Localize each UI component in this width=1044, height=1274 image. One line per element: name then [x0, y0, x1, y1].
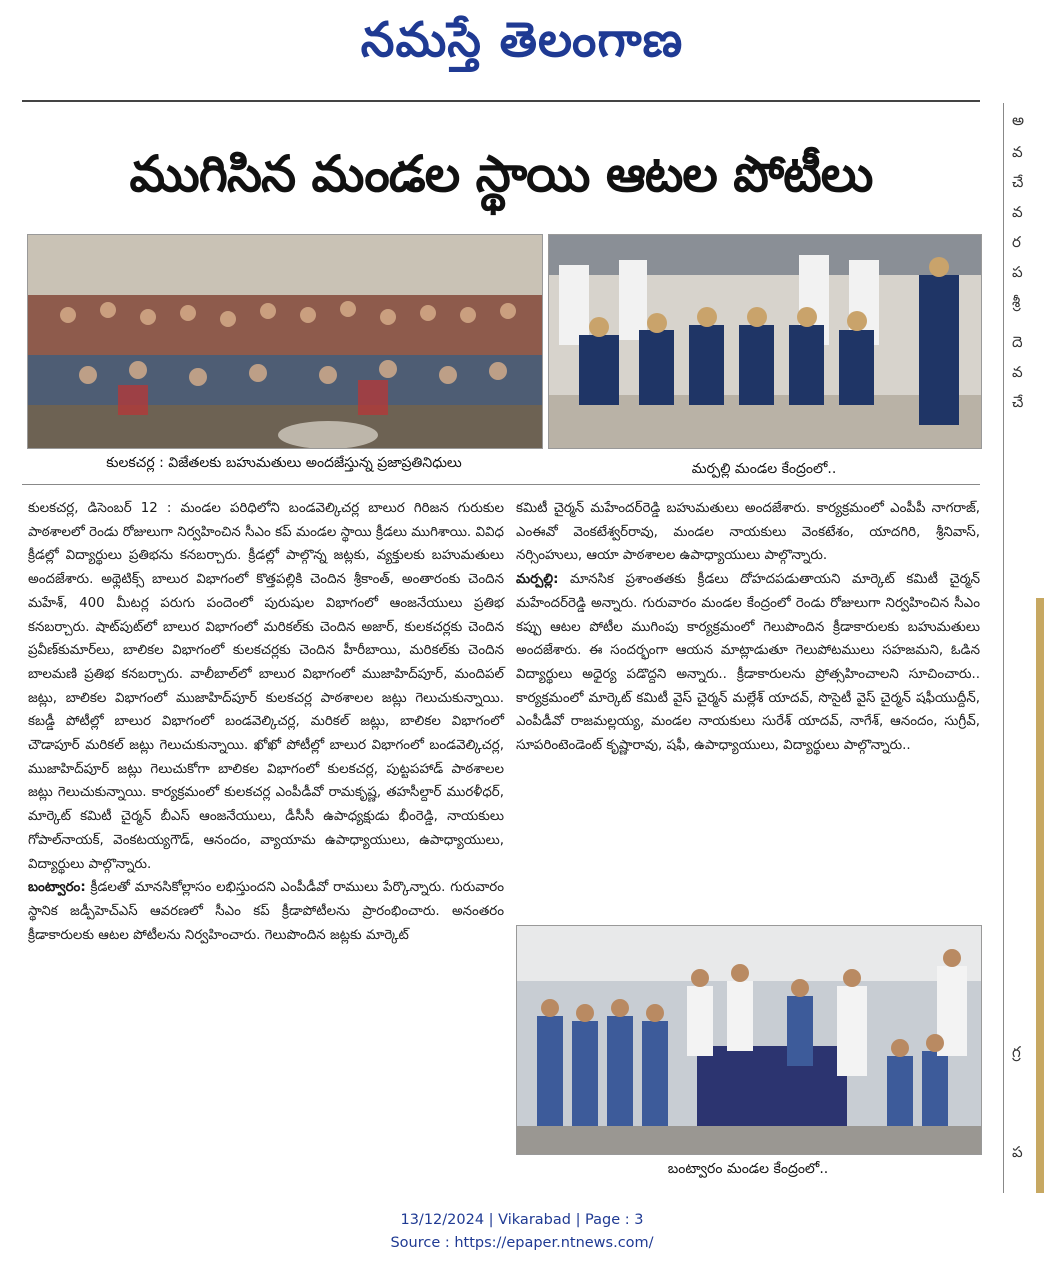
photo-bantwaram	[516, 925, 982, 1155]
strip-photo-edge	[1036, 598, 1044, 1193]
strip-char: ర	[1012, 233, 1021, 251]
masthead-rule	[22, 100, 980, 102]
strip-char: ప	[1012, 1143, 1023, 1161]
strip-char: శ్రీ	[1012, 293, 1021, 311]
footer-date-edition: 13/12/2024 | Vikarabad | Page : 3	[400, 1212, 644, 1228]
continued-paragraph: కమిటీ చైర్మన్ మహేందర్‌రెడ్డి బహుమతులు అందజేశారు. కార్యక్రమంలో ఎంపీపీ నాగరాజ్, ఎంఈవో వెంకటేశ్వర్‌రావు, మండల నాయకులు వెంకటేశం, యాదగిరి, శ్రీనివాస్, నర్సింహులు, ఆయా పాఠశాలల ఉపాధ్యాయులు పాల్గొన్నారు.	[516, 501, 980, 564]
strip-char: వ	[1012, 363, 1023, 381]
photo-bantwaram-image	[517, 926, 981, 1154]
strip-char: చే	[1012, 393, 1024, 411]
section-rule	[22, 484, 980, 485]
bantwaram-lead: బంట్వారం:	[28, 880, 86, 896]
photo-marpalli-caption: మర్పల్లి మండల కేంద్రంలో..	[691, 461, 837, 477]
marpalli-lead: మర్పల్లి:	[516, 572, 559, 588]
strip-char: వ	[1012, 203, 1023, 221]
strip-char: గ్ర	[1012, 1043, 1021, 1061]
article-column-2	[516, 497, 980, 917]
strip-char: దె	[1012, 333, 1023, 351]
bantwaram-paragraph	[28, 876, 504, 947]
strip-char: వ	[1012, 143, 1023, 161]
photo-marpalli	[548, 234, 982, 449]
photo-kulakacharla	[27, 234, 543, 449]
masthead-logo: నమస్తే తెలంగాణ	[360, 12, 684, 68]
strip-char: అ	[1012, 111, 1025, 129]
strip-char: ప	[1012, 263, 1023, 281]
photo-marpalli-image	[549, 235, 981, 448]
marpalli-paragraph	[516, 568, 980, 758]
photo-kulakacharla-image	[28, 235, 542, 448]
right-column-divider	[1003, 103, 1004, 1193]
strip-char: చే	[1012, 173, 1024, 191]
photo-bantwaram-caption: బంట్వారం మండల కేంద్రంలో..	[667, 1161, 829, 1177]
footer-source-link[interactable]: Source : https://epaper.ntnews.com/	[390, 1235, 654, 1251]
adjacent-article-strip	[1006, 103, 1044, 1193]
marpalli-text: మానసిక ప్రశాంతతకు క్రీడలు దోహదపడుతాయని మార్కెట్ కమిటీ చైర్మన్ మహేందర్‌రెడ్డి అన్నారు. గురువారం మండల కేంద్రంలో రెండు రోజులుగా నిర్వహించిన సీఎం కప్పు ఆటల పోటీల ముగింపు కార్యక్రమంలో గెలుపొందిన క్రీడాకారులకు బహుమతులు అందజేశారు. ఈ సందర్భంగా ఆయన మాట్లాడుతూ గెలుపోటములు సహజమని, ఓడిన విద్యార్థులు అధైర్య పడొద్దని అన్నారు.. క్రీడాకారులను ప్రోత్సహించాలని సూచించారు.. కార్యక్రమంలో మార్కెట్ కమిటీ వైస్ చైర్మన్ మల్లేశ్ యాదవ్, సొసైటీ వైస్ చైర్మన్ షఫీయుద్దీన్, ఎంపీడీవో రాజమల్లయ్య, మండల నాయకులు సురేశ్ యాదవ్, నాగేశ్, ఆనందం, సుగ్రీవ్, సూపరింటెండెంట్ కృష్ణారావు, షఫీ, ఉపాధ్యాయులు, విద్యార్థులు పాల్గొన్నారు..	[516, 572, 980, 754]
article-column-1	[28, 497, 504, 1187]
bantwaram-text: క్రీడలతో మానసికోల్లాసం లభిస్తుందని ఎంపీడీవో రాములు పేర్కొన్నారు. గురువారం స్థానిక జడ్పీహెచ్‌ఎస్ ఆవరణలో సీఎం కప్ క్రీడాపోటీలను ప్రారంభించారు. అనంతరం క్రీడాకారులకు ఆటల పోటీలను నిర్వహించారు. గెలుపొందిన జట్లకు మార్కెట్	[28, 880, 504, 943]
kulakacharla-paragraph: కులకచర్ల, డిసెంబర్ 12 : మండల పరిధిలోని బండవెల్కిచర్ల బాలుర గిరిజన గురుకుల పాఠశాలలో రెండు రోజులుగా నిర్వహించిన సీఎం కప్ మండల స్థాయి క్రీడలు ముగిశాయి. వివిధ క్రీడల్లో విద్యార్థులు ప్రతిభను కనబర్చారు. క్రీడల్లో పాల్గొన్న జట్లకు, వ్యక్తులకు బహుమతులు అందజేశారు. అథ్లెటిక్స్ బాలుర విభాగంలో కొత్తపల్లికి చెందిన శ్రీకాంత్, అంతారంకు చెందిన మహేశ్, 400 మీటర్ల పరుగు పందెంలో పురుషుల విభాగంలో ఆంజనేయులు ప్రతిభ కనబర్చారు. షాట్‌పుట్‌లో బాలుర విభాగంలో మరికల్‌కు చెందిన అజార్, కులకచర్లకు చెందిన ప్రవీణ్‌కుమార్‌లు, బాలికల విభాగంలో కులకచర్లకు చెందిన హీరీబాయి, మరికల్‌కు చెందిన బాలమణి ప్రతిభ కనబర్చారు. వాలీబాల్‌లో బాలుర విభాగంలో ముజాహిద్‌పూర్, మందిపల్ జట్లు, బాలికల విభాగంలో ముజాహిద్‌పూర్ కులకచర్ల పాఠశాలల జట్లు గెలుచుకున్నాయి. కబడ్డీ పోటీల్లో బాలుర విభాగంలో బండవెల్కిచర్ల, మరికల్ జట్లు, బాలికల విభాగంలో చౌడాపూర్ మరికల్ జట్లు గెలుచుకున్నాయి. ఖోఖో పోటీల్లో బాలుర విభాగంలో బండవెల్కిచర్ల, ముజాహిద్‌పూర్ జట్లు గెలుచుకోగా బాలికల విభాగంలో కులకచర్ల, పుట్టపహాడ్ పాఠశాలల జట్లు గెలుచుకున్నాయి. కార్యక్రమంలో కులకచర్ల ఎంపీడీవో రామకృష్ణ, తహసీల్దార్ మురళీధర్, మార్కెట్ కమిటీ చైర్మన్ బీఎస్ ఆంజనేయులు, డీసీసీ ఉపాధ్యక్షుడు భీంరెడ్డి, నాయకులు గోపాల్‌నాయక్, వెంకటయ్యగౌడ్, ఆనందం, వ్యాయామ ఉపాధ్యాయులు, ఉపాధ్యాయులు, విద్యార్థులు పాల్గొన్నారు.	[28, 501, 504, 872]
page-headline: ముగిసిన మండల స్థాయి ఆటల పోటీలు	[129, 145, 873, 203]
photo-kulakacharla-caption: కులకచర్ల : విజేతలకు బహుమతులు అందజేస్తున్న ప్రజాప్రతినిధులు	[106, 455, 462, 471]
